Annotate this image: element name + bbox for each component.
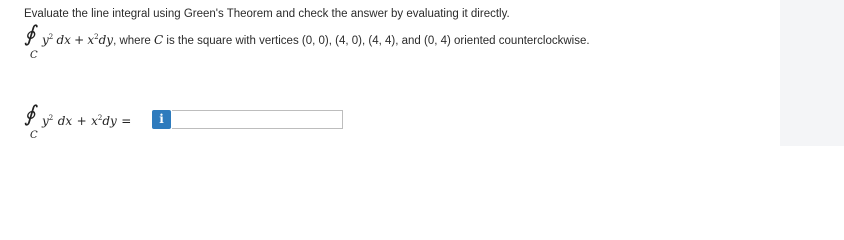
integrand-plus: +	[74, 33, 85, 47]
integrand-term2-differential: dy	[98, 33, 114, 47]
answer-term2-base: x	[91, 114, 98, 128]
last-vertex: (0, 4)	[423, 35, 451, 47]
integrand-term1-base: y	[42, 33, 49, 47]
answer-term1-differential: dx	[57, 114, 73, 128]
answer-term2-exponent: 2	[97, 114, 103, 122]
integrand-term1-exponent: 2	[48, 33, 54, 41]
description-prefix: , where	[113, 35, 155, 47]
vertices-list: (0, 0), (4, 0), (4, 4),	[301, 35, 399, 47]
info-icon[interactable]: i	[152, 110, 171, 129]
answer-input[interactable]	[172, 110, 343, 129]
description-variable: C	[154, 33, 164, 47]
answer-term2-differential: dy	[102, 114, 117, 128]
answer-term1-base: y	[42, 114, 49, 128]
answer-term1-exponent: 2	[48, 114, 54, 122]
contour-label: C	[30, 50, 38, 61]
answer-integral-expression	[42, 112, 131, 130]
description-suffix: oriented counterclockwise.	[450, 35, 590, 47]
right-gutter	[780, 0, 844, 146]
answer-plus: +	[76, 114, 87, 128]
description-and: and	[398, 35, 424, 47]
integrand-term2-exponent: 2	[94, 33, 99, 41]
integral-expression	[42, 33, 590, 47]
equals-sign: =	[121, 114, 132, 128]
integrand-term2-base: x	[87, 33, 95, 47]
description-middle: is the square with vertices	[163, 35, 302, 47]
integrand-term1-differential: dx	[56, 33, 71, 47]
answer-contour-label: C	[30, 130, 38, 141]
answer-contour-integral-symbol: ∮	[24, 102, 36, 127]
contour-integral-symbol: ∮	[24, 22, 36, 47]
question-instruction: Evaluate the line integral using Green's Theorem and check the answer by evaluating it directly.	[24, 8, 510, 20]
